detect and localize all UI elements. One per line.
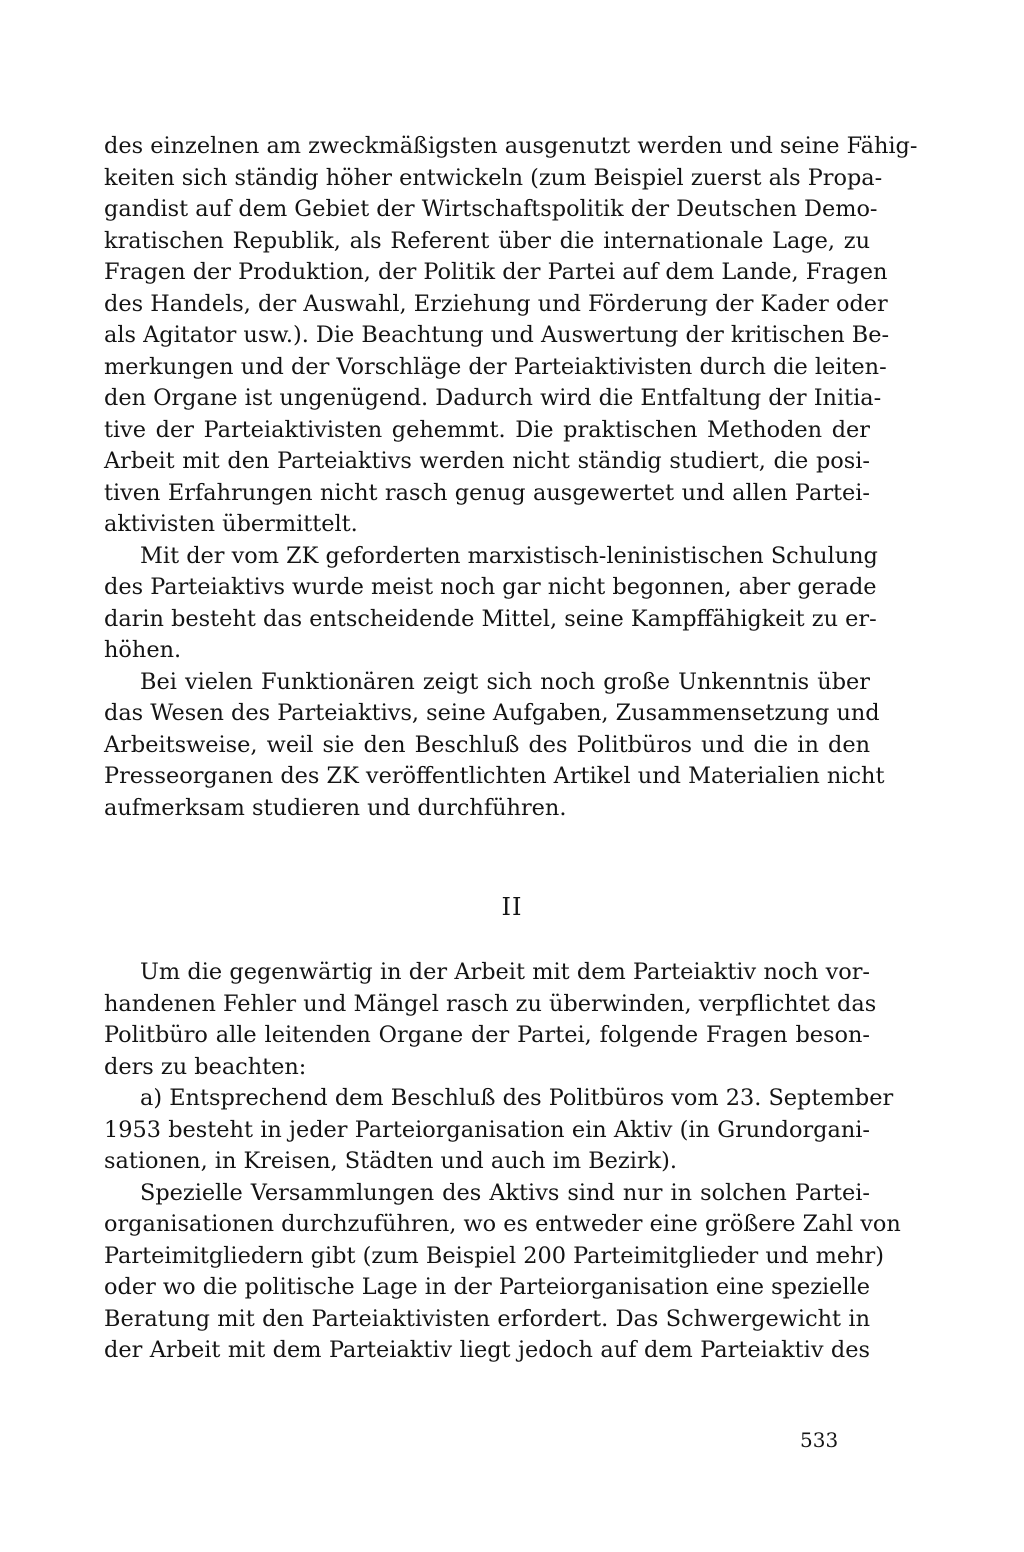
text-line: kratischen Republik, als Referent über die internationale Lage, zu (104, 227, 870, 254)
text-line: gandist auf dem Gebiet der Wirtschaftspolitik der Deutschen Demo- (104, 196, 878, 222)
text-line: tive der Parteiaktivisten gehemmt. Die praktischen Methoden der (104, 416, 870, 443)
text-line: a) Entsprechend dem Beschluß des Politbüros vom 23. September (140, 1085, 894, 1111)
text-line: handenen Fehler und Mängel rasch zu überwinden, verpflichtet das (104, 990, 877, 1017)
text-line: den Organe ist ungenügend. Dadurch wird die Entfaltung der Initia- (104, 385, 882, 411)
text-line: Bei vielen Funktionären zeigt sich noch große Unkenntnis über (140, 668, 870, 695)
text-line: höhen. (104, 637, 182, 663)
text-line: Arbeit mit den Parteiaktivs werden nicht ständig studiert, die posi- (104, 448, 870, 474)
text-line: Presseorganen des ZK veröffentlichten Artikel und Materialien nicht (104, 763, 885, 789)
text-block-lower (104, 957, 901, 1367)
text-line: Spezielle Versammlungen des Aktivs sind nur in solchen Partei- (140, 1179, 870, 1206)
text-line: sationen, in Kreisen, Städten und auch im Bezirk). (104, 1148, 677, 1174)
page-number: 533 (800, 1428, 839, 1452)
text-line: organisationen durchzuführen, wo es entweder eine größere Zahl von (104, 1211, 901, 1237)
text-line: des einzelnen am zweckmäßigsten ausgenutzt werden und seine Fähig- (104, 133, 918, 159)
text-line: Politbüro alle leitenden Organe der Partei, folgende Fragen beson- (104, 1022, 870, 1048)
text-line: aufmerksam studieren und durchführen. (104, 794, 567, 821)
text-line: Mit der vom ZK geforderten marxistisch-leninistischen Schulung (140, 542, 878, 569)
text-line: Fragen der Produktion, der Politik der Partei auf dem Lande, Fragen (104, 259, 888, 285)
text-line: merkungen und der Vorschläge der Parteiaktivisten durch die leiten- (104, 353, 887, 380)
text-line: des Handels, der Auswahl, Erziehung und Förderung der Kader oder (104, 290, 888, 317)
text-line: Beratung mit den Parteiaktivisten erfordert. Das Schwergewicht in (104, 1305, 870, 1332)
text-line: tiven Erfahrungen nicht rasch genug ausgewertet und allen Partei- (104, 479, 870, 506)
text-line: Parteimitgliedern gibt (zum Beispiel 200 Parteimitglieder und mehr) (104, 1242, 884, 1269)
section-heading: II (501, 893, 523, 921)
text-line: des Parteiaktivs wurde meist noch gar nicht begonnen, aber gerade (104, 574, 877, 600)
text-line: Um die gegenwärtig in der Arbeit mit dem Parteiaktiv noch vor- (140, 959, 870, 985)
text-line: ders zu beachten: (104, 1053, 307, 1080)
text-line: keiten sich ständig höher entwickeln (zum Beispiel zuerst als Propa- (104, 164, 883, 191)
text-line: der Arbeit mit dem Parteiaktiv liegt jedoch auf dem Parteiaktiv des (104, 1337, 870, 1363)
text-line: als Agitator usw.). Die Beachtung und Auswertung der kritischen Be- (104, 322, 890, 348)
text-line: 1953 besteht in jeder Parteiorganisation ein Aktiv (in Grundorgani- (104, 1116, 870, 1143)
text-line: das Wesen des Parteiaktivs, seine Aufgaben, Zusammensetzung und (104, 700, 880, 726)
text-block-upper (104, 131, 918, 824)
text-line: aktivisten übermittelt. (104, 511, 358, 537)
text-line: oder wo die politische Lage in der Parteiorganisation eine spezielle (104, 1274, 870, 1300)
text-line: Arbeitsweise, weil sie den Beschluß des Politbüros und die in den (104, 731, 870, 758)
text-line: darin besteht das entscheidende Mittel, seine Kampffähigkeit zu er- (104, 605, 877, 632)
